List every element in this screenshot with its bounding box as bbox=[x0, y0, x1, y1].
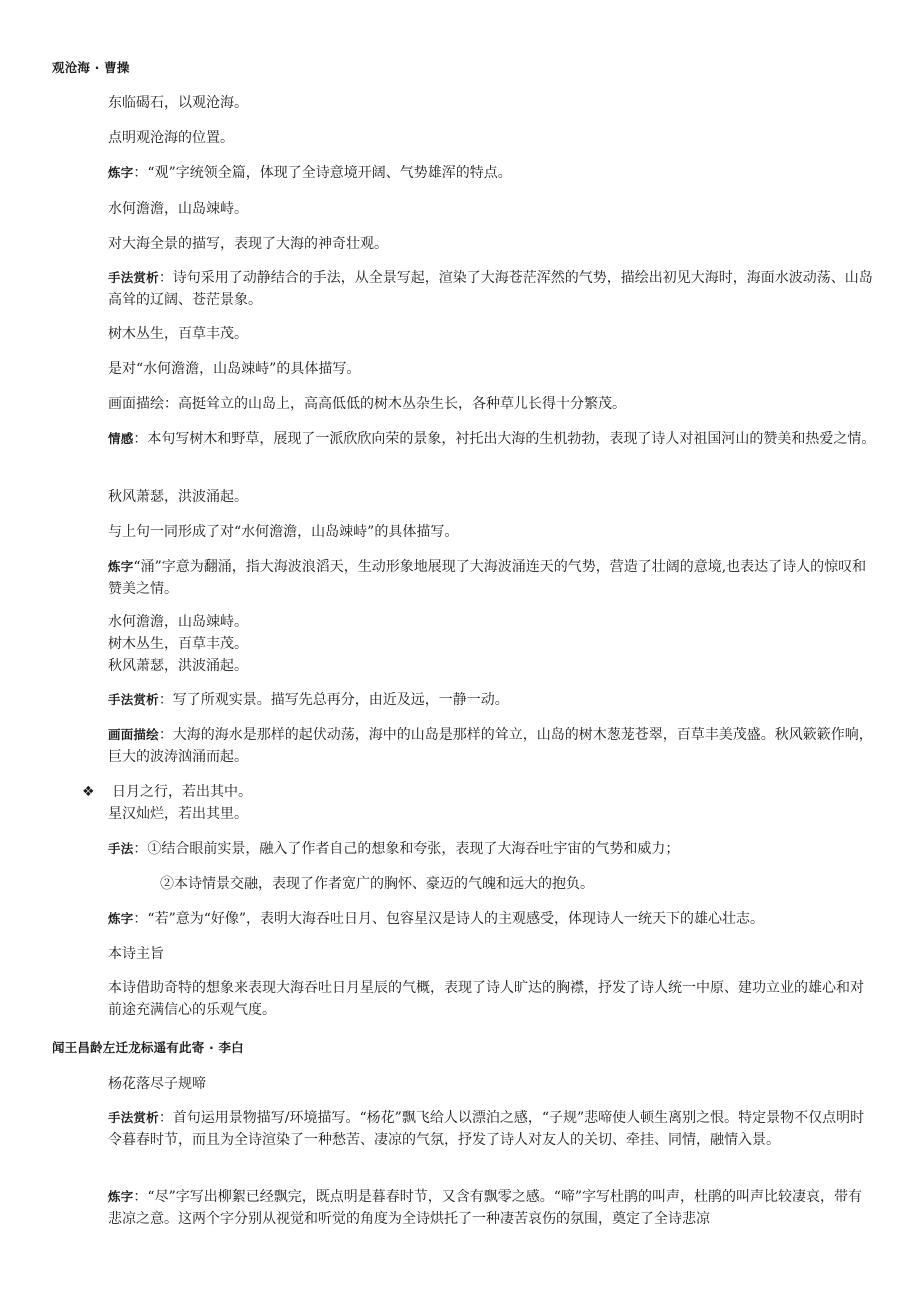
theme-text: 本诗借助奇特的想象来表现大海吞吐日月星辰的气概，表现了诗人旷达的胸襟，抒发了诗人统一中原、建功立业的雄心和对前途充满信心的乐观气度。 bbox=[108, 980, 864, 1018]
annotation bbox=[108, 267, 876, 311]
annotation-label: 画面描绘 bbox=[108, 727, 159, 742]
poem-line: 树木丛生，百草丰茂。 bbox=[108, 636, 248, 652]
poem-line: 秋风萧瑟，洪波涌起。 bbox=[108, 658, 248, 674]
poem-line: 东临碣石，以观沧海。 bbox=[108, 95, 248, 111]
annotation: 对大海全景的描写，表现了大海的神奇壮观。 bbox=[108, 236, 388, 252]
annotation: 与上句一同形成了对“水何澹澹，山岛竦峙”的具体描写。 bbox=[108, 524, 459, 540]
diamond-bullet-icon: ❖ bbox=[82, 784, 95, 800]
poem-line: 日月之行，若出其中。 bbox=[112, 784, 252, 800]
annotation bbox=[108, 908, 876, 930]
annotation bbox=[108, 1186, 876, 1230]
annotation bbox=[108, 162, 876, 184]
annotation bbox=[108, 428, 876, 450]
annotation-text: ：“尽”字写出柳絮已经飘完，既点明是暮春时节，又含有飘零之感。“啼”字写杜鹃的叫声，杜鹃的叫声比较凄哀，带有悲凉之意。这两个字分别从视觉和听觉的角度为全诗烘托了一种凄苦哀伤的氛围，奠定了全诗悲凉 bbox=[108, 1189, 863, 1227]
poem-line: 水何澹澹，山岛竦峙。 bbox=[108, 201, 248, 217]
poem-stanza bbox=[108, 781, 876, 825]
annotation-text: ：“若”意为“好像”，表明大海吞吐日月、包容星汉是诗人的主观感受，体现诗人一统天下的雄心壮志。 bbox=[133, 911, 765, 927]
annotation-text: ：写了所观实景。描写先总再分，由近及远，一静一动。 bbox=[158, 692, 509, 708]
annotation: 是对“水何澹澹，山岛竦峙”的具体描写。 bbox=[108, 361, 361, 377]
poem-line: 水何澹澹，山岛竦峙。 bbox=[108, 614, 248, 630]
annotation bbox=[108, 1107, 876, 1151]
poem-line: 杨花落尽子规啼 bbox=[108, 1076, 206, 1092]
annotation-text: ：大海的海水是那样的起伏动荡，海中的山岛是那样的耸立，山岛的树木葱茏苍翠，百草丰美茂盛。秋风簌簌作响，巨大的波涛汹涌而起。 bbox=[108, 727, 873, 765]
poem-line: 星汉灿烂，若出其里。 bbox=[108, 806, 248, 822]
poem-line: 秋风萧瑟，洪波涌起。 bbox=[108, 489, 248, 505]
annotation bbox=[108, 838, 876, 860]
annotation: 点明观沧海的位置。 bbox=[108, 130, 234, 146]
annotation-label: 手法 bbox=[108, 841, 134, 856]
annotation-label: 手法赏析 bbox=[108, 692, 159, 707]
annotation: ②本诗情景交融，表现了作者宽广的胸怀、豪迈的气魄和远大的抱负。 bbox=[160, 876, 594, 892]
annotation-label: 手法赏析 bbox=[108, 270, 159, 285]
section-title: 观沧海 · 曹操 bbox=[52, 60, 130, 75]
annotation bbox=[108, 556, 876, 600]
section-title: 闻王昌龄左迁龙标遥有此寄 · 李白 bbox=[52, 1040, 244, 1055]
annotation-text: ：①结合眼前实景，融入了作者自己的想象和夸张，表现了大海吞吐宇宙的气势和威力； bbox=[133, 841, 680, 857]
annotation-label: 炼字 bbox=[108, 911, 134, 926]
annotation-label: 手法赏析 bbox=[108, 1110, 159, 1125]
annotation-label: 炼字 bbox=[108, 1189, 134, 1204]
annotation-label: 情感 bbox=[108, 431, 134, 446]
annotation bbox=[108, 724, 876, 768]
annotation-text: ：本句写树木和野草，展现了一派欣欣向荣的景象，衬托出大海的生机勃勃，表现了诗人对祖国河山的赞美和热爱之情。 bbox=[133, 431, 876, 447]
annotation-text: ：“观”字统领全篇，体现了全诗意境开阔、气势雄浑的特点。 bbox=[133, 165, 512, 181]
annotation-text: ：首句运用景物描写/环境描写。“杨花”飘飞给人以漂泊之感，“子规”悲啼使人顿生离别之恨。特定景物不仅点明时令暮春时节，而且为全诗渲染了一种愁苦、凄凉的气氛，抒发了诗人对友人的关切、牵挂、同情，融情入景。 bbox=[108, 1110, 865, 1148]
annotation-label: 炼字 bbox=[108, 165, 134, 180]
annotation-text: ：诗句采用了动静结合的手法，从全景写起，渲染了大海苍茫浑然的气势，描绘出初见大海时，海面水波动荡、山岛高耸的辽阔、苍茫景象。 bbox=[108, 270, 873, 308]
annotation-text: “涌”字意为翻涌，指大海波浪滔天，生动形象地展现了大海波涌连天的气势，营造了壮阔的意境,也表达了诗人的惊叹和赞美之情。 bbox=[108, 559, 867, 597]
annotation-label: 炼字 bbox=[108, 559, 134, 574]
annotation: 画面描绘：高挺耸立的山岛上，高高低低的树木丛杂生长，各种草儿长得十分繁茂。 bbox=[108, 396, 626, 412]
theme-heading: 本诗主旨 bbox=[108, 946, 164, 962]
poem-stanza bbox=[108, 611, 876, 677]
poem-line: 树木丛生，百草丰茂。 bbox=[108, 326, 248, 342]
annotation bbox=[108, 689, 876, 711]
